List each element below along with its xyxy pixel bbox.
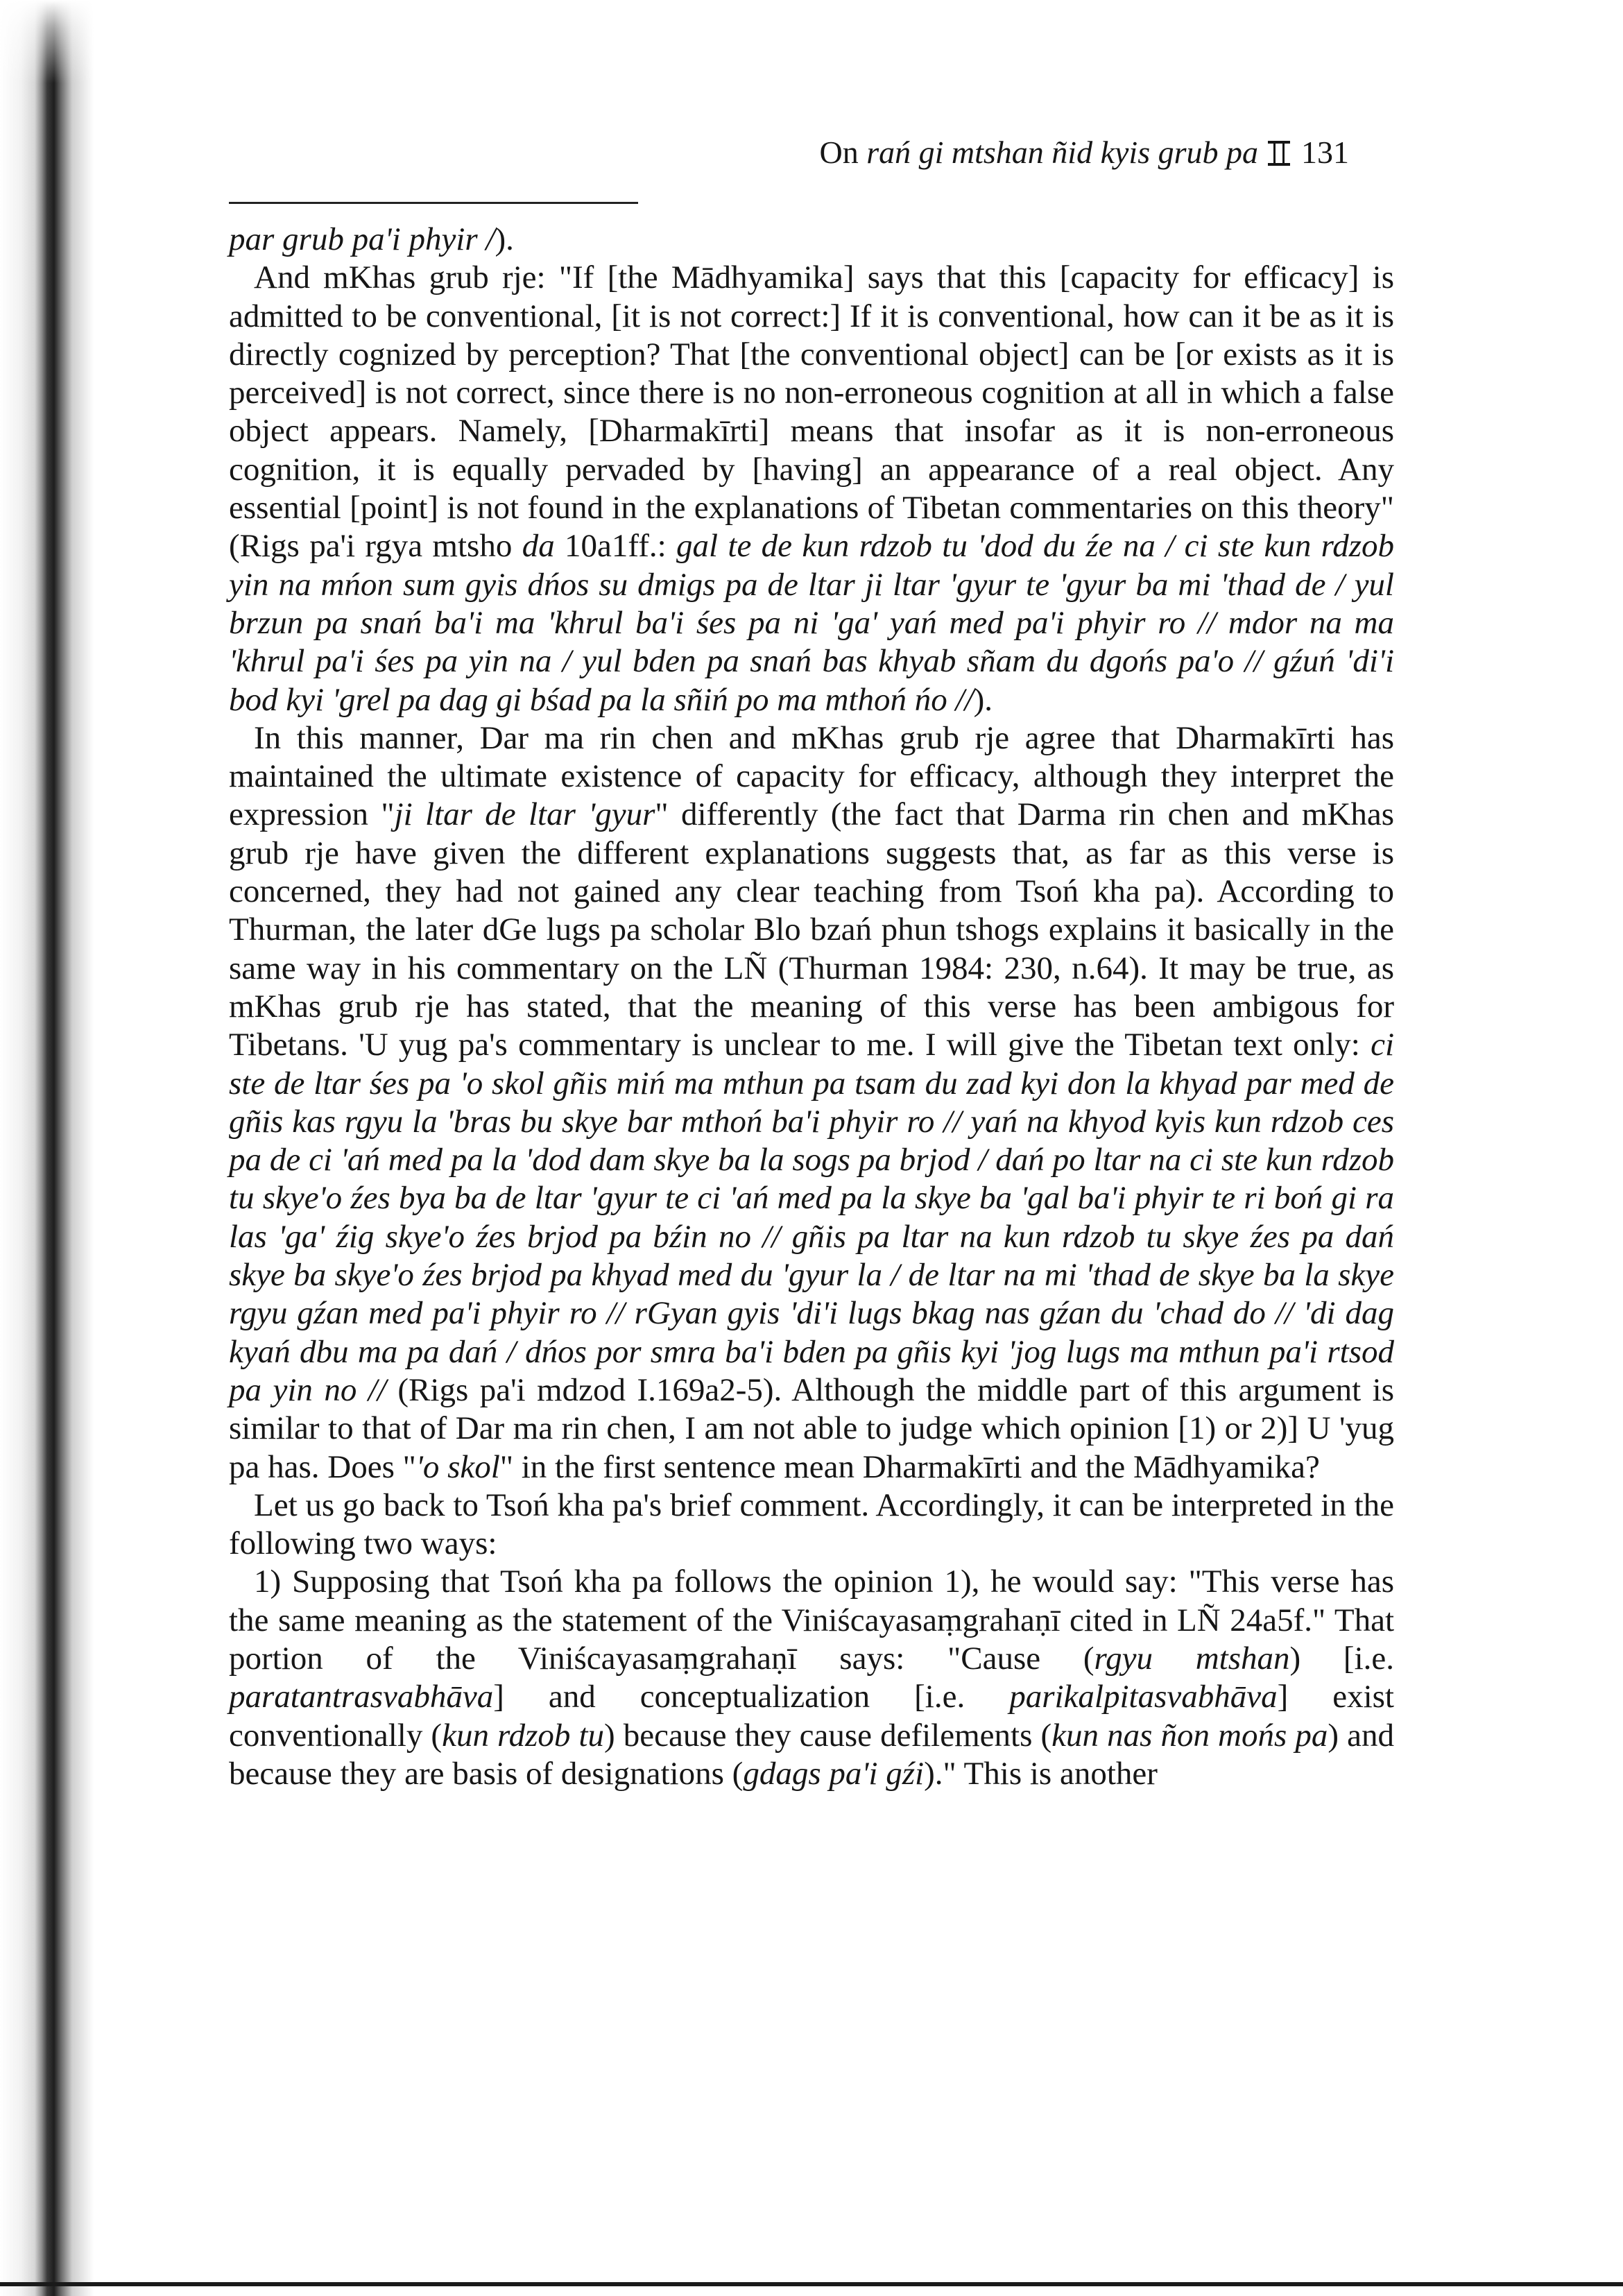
text-run: ) and because they are basis of designations ( bbox=[229, 1717, 1395, 1792]
text-run: ). bbox=[495, 221, 514, 257]
text-run: paratantrasvabhāva bbox=[229, 1679, 494, 1715]
body-text bbox=[229, 221, 1394, 1793]
paragraph-4 bbox=[229, 1563, 1394, 1793]
scan-binding-edge bbox=[0, 0, 104, 2296]
text-run: par grub pa'i phyir / bbox=[229, 221, 495, 257]
text-run: 1) Supposing that Tsoń kha pa follows the opinion 1), he would say: "This verse has the same meaning as the statement of the Viniścayasaṃgrahaṇī cited in LÑ 24a5f." That portion of the Viniścayasaṃgrahaṇī says: "Cause ( bbox=[229, 1563, 1394, 1677]
text-run: 'o skol bbox=[415, 1448, 500, 1485]
scan-edge-fade bbox=[0, 0, 104, 83]
text-run: parikalpitasvabhāva bbox=[1009, 1679, 1278, 1715]
text-run: " differently (the fact that Darma rin chen and mKhas grub rje have given the different explanations suggests that, as far as this verse is concerned, they had not gained any clear teaching from Tsoń kha pa). According to Thurman, the later dGe lugs pa scholar Blo bzań phun tshogs explains it basically in the same way in his commentary on the LÑ (Thurman 1984: 230, n.64). It may be true, as mKhas grub rje has stated, that the meaning of this verse has been ambigous for Tibetans. 'U yug pa's commentary is unclear to me. I will give the Tibetan text only: bbox=[229, 796, 1394, 1063]
header-title: rań gi mtshan ñid kyis grub pa bbox=[866, 135, 1258, 170]
text-run: ci ste de ltar śes pa 'o skol gñis miń ma mthun pa tsam du zad kyi don la khyad par med de gñis kas rgyu la 'bras bu skye bar mthoń ba'i phyir ro // yań na khyod kyis kun rdzob ces pa de ci 'ań med pa la 'dod dam skye ba la sogs pa brjod / dań po ltar na ci ste kun rdzob tu skye'o źes bya ba de ltar 'gyur te ci 'ań med pa la skye ba 'gal ba'i phyir te ri boń gi ra las 'ga' źig skye'o źes brjod pa bźin no // gñis pa ltar na kun rdzob tu skye źes pa dań skye ba skye'o źes brjod pa khyad med du 'gyur la / de ltar na mi 'thad de skye ba la skye rgyu gźan med pa'i phyir ro // rGyan gyis 'di'i lugs bkag nas gźan du 'chad do // 'di dag kyań dbu ma pa dań / dńos por smra ba'i bden pa gñis kyi 'jog lugs ma mthun pa'i rtsod pa yin no // bbox=[229, 1027, 1394, 1408]
text-run: ) [i.e. bbox=[1289, 1640, 1394, 1677]
text-run: ) because they cause defilements ( bbox=[604, 1717, 1052, 1754]
text-run: da bbox=[522, 528, 555, 565]
text-run: (Rigs pa'i mdzod I.169a2-5). Although the middle part of this argument is similar to that of Dar ma rin chen, I am not able to judge which opinion [1) or 2)] U 'yug pa has. Does " bbox=[229, 1371, 1394, 1485]
text-run: " in the first sentence mean Dharmakīrti and the Mādhyamika? bbox=[499, 1448, 1320, 1485]
text-run: And mKhas grub rje: "If [the Mādhyamika] says that this [capacity for efficacy] is admitted to be conventional, [it is not correct:] If it is conventional, how can it be as it is directly cognized by perception? That [the conventional object] can be [or exists as it is perceived] is not correct, since there is no non-erroneous cognition at all in which a false object appears. Namely, [Dharmakīrti] means that insofar as it is non-erroneous cognition, it is equally pervaded by [having] an appearance of a real object. Any essential [point] is not found in the explanations of Tibetan commentaries on this theory" (Rigs pa'i rgya mtsho bbox=[229, 259, 1394, 565]
text-run: ). bbox=[973, 681, 993, 718]
running-header bbox=[819, 133, 1349, 172]
text-run: )." This is another bbox=[924, 1755, 1158, 1792]
roman-numeral-mark bbox=[1268, 141, 1290, 166]
header-lead: On bbox=[819, 135, 867, 170]
text-run: kun rdzob tu bbox=[442, 1717, 605, 1754]
text-run: gal te de kun rdzob tu 'dod du źe na / ci ste kun rdzob yin na mńon sum gyis dńos su dmigs pa de ltar ji ltar 'gyur te 'gyur ba mi 'thad de / yul brzun pa snań ba'i ma 'khrul ba'i śes pa ni 'ga' yań med pa'i phyir ro // mdor na ma 'khrul pa'i śes pa yin na / yul bden pa snań bas khyab sñam du dgońs pa'o // gźuń 'di'i bod kyi 'grel pa dag gi bśad pa la sñiń po ma mthoń ńo // bbox=[229, 528, 1394, 718]
text-run: ] and conceptualization [i.e. bbox=[493, 1679, 1010, 1715]
page-bottom-edge bbox=[0, 2282, 1623, 2286]
text-run: ji ltar de ltar 'gyur bbox=[394, 796, 655, 833]
paragraph-3 bbox=[229, 1487, 1394, 1563]
paragraph-0 bbox=[229, 221, 1394, 259]
text-run: rgyu mtshan bbox=[1094, 1640, 1290, 1677]
page-number: 131 bbox=[1301, 135, 1349, 170]
text-run: Let us go back to Tsoń kha pa's brief comment. Accordingly, it can be interpreted in the following two ways: bbox=[229, 1487, 1394, 1562]
paragraph-1 bbox=[229, 259, 1394, 719]
text-run: 10a1ff.: bbox=[554, 528, 676, 565]
footnote-separator-rule bbox=[229, 202, 638, 204]
text-run: gdags pa'i gźi bbox=[743, 1755, 925, 1792]
paragraph-2 bbox=[229, 719, 1394, 1487]
text-run: kun nas ñon mońs pa bbox=[1051, 1717, 1328, 1754]
text-run: ] exist conventionally ( bbox=[229, 1679, 1394, 1754]
text-run: In this manner, Dar ma rin chen and mKhas grub rje agree that Dharmakīrti has maintained the ultimate existence of capacity for efficacy, although they interpret the expression " bbox=[229, 719, 1394, 833]
